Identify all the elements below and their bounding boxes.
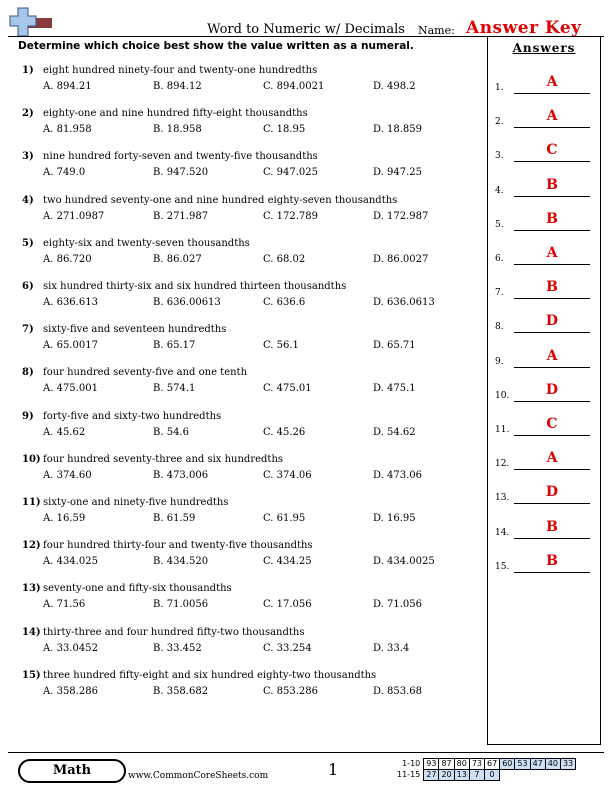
- choice-a: A. 271.0987: [43, 210, 105, 222]
- question-number: 9): [22, 410, 34, 422]
- choice-c: C. 56.1: [263, 340, 299, 352]
- question-item: [22, 670, 482, 708]
- question-text: eighty-six and twenty-seven thousandths: [43, 237, 250, 249]
- question-text: forty-five and sixty-two hundredths: [43, 410, 222, 422]
- score-row-2: [395, 770, 576, 781]
- choice-d: D. 498.2: [373, 81, 416, 92]
- question-item: [22, 195, 482, 233]
- choice-c: C. 894.0021: [263, 81, 325, 92]
- answer-row: [494, 74, 594, 94]
- question-number: 10): [22, 453, 41, 465]
- question-text: two hundred seventy-one and nine hundred eighty-seven thousandths: [43, 194, 398, 206]
- name-label: Name:: [418, 24, 455, 37]
- choice-b: B. 434.520: [153, 556, 209, 568]
- score-cell: 80: [454, 759, 469, 770]
- question-text: sixty-five and seventeen hundredths: [43, 324, 227, 336]
- answer-row: [494, 381, 594, 402]
- answer-blank-line: [514, 469, 590, 470]
- score-cell: 67: [485, 759, 500, 770]
- question-number: 12): [22, 540, 41, 552]
- choice-b: B. 18.958: [153, 124, 202, 136]
- question-item: [22, 411, 482, 449]
- choice-c: C. 18.95: [263, 124, 306, 136]
- answer-letter: B: [546, 279, 558, 296]
- answer-number: 14.: [495, 527, 510, 538]
- choice-d: D. 65.71: [373, 340, 416, 352]
- answer-letter: D: [545, 313, 559, 330]
- choice-d: D. 71.056: [373, 599, 423, 611]
- score-cell: 27: [424, 770, 439, 781]
- score-cell: 73: [469, 759, 484, 770]
- answer-letter: A: [546, 450, 558, 467]
- score-row-label: 1-10: [402, 759, 421, 768]
- answer-blank-line: [514, 401, 590, 402]
- question-item: [22, 238, 482, 276]
- choice-a: A. 45.62: [43, 426, 86, 438]
- subject-badge: Math: [18, 759, 126, 783]
- score-cell: 0: [485, 770, 500, 781]
- question-number: 6): [22, 281, 34, 292]
- answer-letter: A: [546, 108, 558, 125]
- answer-number: 11.: [495, 425, 510, 435]
- website-link[interactable]: www.CommonCoreSheets.com: [128, 771, 269, 781]
- question-text: sixty-one and ninety-five hundredths: [43, 497, 229, 508]
- choice-a: A. 475.001: [43, 383, 98, 395]
- worksheet-title: Word to Numeric w/ Decimals: [207, 22, 405, 37]
- answer-number: 5.: [495, 219, 504, 230]
- question-number: 1): [22, 65, 34, 76]
- choice-a: A. 16.59: [43, 513, 86, 524]
- answer-blank-line: [514, 572, 590, 573]
- answer-row: [494, 142, 594, 162]
- choice-c: C. 853.286: [263, 685, 319, 697]
- question-text: four hundred seventy-three and six hundredths: [43, 453, 284, 465]
- answer-letter: D: [545, 381, 559, 398]
- choice-d: D. 54.62: [373, 426, 416, 438]
- question-number: 14): [22, 626, 41, 638]
- question-item: [22, 324, 482, 362]
- page-number: 1: [328, 760, 339, 779]
- answer-blank-line: [514, 332, 590, 333]
- answer-row: [494, 108, 594, 128]
- choice-a: A. 749.0: [43, 167, 86, 179]
- answer-row: [494, 416, 594, 436]
- choice-c: C. 636.6: [263, 297, 306, 308]
- answer-number: 12.: [495, 459, 510, 470]
- question-number: 5): [22, 237, 34, 249]
- choice-b: B. 65.17: [153, 340, 196, 352]
- question-text: nine hundred forty-seven and twenty-five thousandths: [43, 151, 318, 163]
- score-table: [395, 758, 576, 781]
- answer-blank-line: [514, 127, 590, 128]
- choice-d: D. 18.859: [373, 124, 423, 136]
- choice-a: A. 636.613: [43, 297, 98, 308]
- choice-b: B. 894.12: [153, 81, 202, 92]
- answer-number: 4.: [495, 185, 504, 196]
- answer-number: 3.: [495, 151, 504, 162]
- choice-b: B. 86.027: [153, 253, 202, 265]
- choice-d: D. 853.68: [373, 685, 423, 697]
- choice-b: B. 271.987: [153, 210, 209, 222]
- question-number: 7): [22, 324, 34, 336]
- score-cell: 13: [454, 770, 469, 781]
- answers-title: Answers: [512, 41, 576, 55]
- choice-b: B. 33.452: [153, 642, 202, 654]
- choice-d: D. 33.4: [373, 642, 410, 654]
- question-item: [22, 454, 482, 492]
- score-cell: 20: [439, 770, 454, 781]
- answer-row: [494, 484, 594, 504]
- question-item: [22, 627, 482, 665]
- answer-number: 8.: [495, 322, 504, 333]
- answer-row: [494, 450, 594, 470]
- choice-c: C. 172.789: [263, 210, 319, 222]
- question-number: 11): [22, 497, 41, 508]
- choice-a: A. 81.958: [43, 124, 92, 136]
- answer-row: [494, 245, 594, 265]
- answer-row: [494, 552, 594, 573]
- question-text: three hundred fifty-eight and six hundred eighty-two thousandths: [43, 669, 377, 681]
- answer-blank-line: [514, 196, 590, 197]
- answer-row: [494, 176, 594, 197]
- answer-letter: C: [546, 142, 558, 159]
- choice-a: A. 65.0017: [43, 340, 98, 352]
- question-item: [22, 281, 482, 319]
- question-number: 2): [22, 108, 34, 120]
- answer-blank-line: [514, 503, 590, 504]
- score-cell: 53: [515, 759, 530, 770]
- question-item: [22, 497, 482, 535]
- choice-d: D. 947.25: [373, 167, 423, 179]
- answer-letter: C: [546, 416, 558, 432]
- answers-panel: [487, 37, 601, 745]
- answer-number: 6.: [495, 254, 504, 264]
- question-text: seventy-one and fifty-six thousandths: [43, 583, 232, 595]
- question-item: [22, 108, 482, 146]
- choice-d: D. 473.06: [373, 469, 423, 481]
- choice-c: C. 45.26: [263, 426, 306, 438]
- choice-a: A. 374.60: [43, 469, 92, 481]
- choice-b: B. 636.00613: [153, 297, 221, 308]
- score-cell: 93: [424, 759, 439, 770]
- answer-number: 15.: [495, 561, 510, 572]
- choice-c: C. 374.06: [263, 469, 312, 481]
- answer-number: 7.: [495, 288, 504, 299]
- score-cell: 7: [469, 770, 484, 781]
- choice-b: B. 358.682: [153, 685, 209, 697]
- answer-letter: B: [546, 210, 558, 227]
- choice-d: D. 475.1: [373, 383, 416, 395]
- question-number: 4): [22, 194, 34, 206]
- question-text: six hundred thirty-six and six hundred thirteen thousandths: [43, 281, 347, 292]
- choice-b: B. 473.006: [153, 469, 209, 481]
- choice-a: A. 358.286: [43, 685, 98, 697]
- question-item: [22, 151, 482, 189]
- choice-c: C. 434.25: [263, 556, 312, 568]
- answer-row: [494, 210, 594, 231]
- choice-a: A. 434.025: [43, 556, 98, 568]
- answer-letter: D: [545, 484, 559, 501]
- answer-blank-line: [514, 93, 590, 94]
- question-item: [22, 583, 482, 621]
- answer-blank-line: [514, 264, 590, 265]
- answer-row: [494, 279, 594, 299]
- answer-letter: A: [546, 347, 558, 364]
- answer-blank-line: [514, 298, 590, 299]
- question-text: four hundred thirty-four and twenty-five thousandths: [43, 540, 313, 552]
- choice-d: D. 636.0613: [373, 297, 435, 308]
- choice-d: D. 434.0025: [373, 556, 435, 568]
- answer-letter: B: [546, 518, 558, 535]
- score-cell: 40: [545, 759, 560, 770]
- answer-letter: B: [546, 552, 558, 569]
- choice-c: C. 33.254: [263, 642, 312, 654]
- score-cell: 60: [500, 759, 515, 770]
- answer-number: 10.: [495, 390, 510, 401]
- choice-d: D. 86.0027: [373, 253, 429, 265]
- score-row-1: [395, 759, 576, 770]
- choice-d: D. 172.987: [373, 210, 429, 222]
- question-text: eighty-one and nine hundred fifty-eight thousandths: [43, 108, 308, 120]
- score-cell: 87: [439, 759, 454, 770]
- question-number: 13): [22, 583, 41, 595]
- question-item: [22, 65, 482, 103]
- instructions: Determine which choice best show the value written as a numeral.: [18, 40, 414, 52]
- score-cell: 47: [530, 759, 545, 770]
- question-text: four hundred seventy-five and one tenth: [43, 367, 248, 379]
- question-number: 15): [22, 669, 41, 681]
- choice-c: C. 947.025: [263, 167, 319, 179]
- choice-c: C. 61.95: [263, 513, 306, 524]
- score-row-label: 11-15: [397, 770, 421, 779]
- question-item: [22, 367, 482, 405]
- choice-b: B. 54.6: [153, 426, 189, 438]
- answer-blank-line: [514, 435, 590, 436]
- answer-blank-line: [514, 367, 590, 368]
- answer-number: 2.: [495, 117, 504, 128]
- choice-a: A. 33.0452: [43, 642, 98, 654]
- answer-blank-line: [514, 230, 590, 231]
- question-text: thirty-three and four hundred fifty-two thousandths: [43, 626, 305, 638]
- answer-row: [494, 347, 594, 368]
- score-cell: 33: [560, 759, 575, 770]
- choice-b: B. 71.0056: [153, 599, 209, 611]
- footer-divider: [8, 752, 604, 753]
- choice-a: A. 71.56: [43, 599, 86, 611]
- answer-row: [494, 518, 594, 539]
- choice-b: B. 947.520: [153, 167, 209, 179]
- question-item: [22, 540, 482, 578]
- answer-number: 13.: [495, 493, 510, 504]
- choice-d: D. 16.95: [373, 513, 416, 524]
- answer-row: [494, 313, 594, 333]
- answer-blank-line: [514, 161, 590, 162]
- choice-a: A. 86.720: [43, 253, 92, 265]
- question-text: eight hundred ninety-four and twenty-one hundredths: [43, 65, 318, 76]
- choice-c: C. 17.056: [263, 599, 312, 611]
- answer-number: 9.: [495, 356, 504, 367]
- answer-letter: A: [546, 74, 558, 90]
- answer-letter: B: [546, 176, 558, 193]
- answer-key-label: Answer Key: [466, 18, 582, 38]
- answer-number: 1.: [495, 83, 504, 93]
- choice-c: C. 475.01: [263, 383, 312, 395]
- answer-blank-line: [514, 538, 590, 539]
- question-number: 8): [22, 367, 34, 379]
- choice-b: B. 574.1: [153, 383, 196, 395]
- choice-a: A. 894.21: [43, 81, 92, 92]
- answer-letter: A: [546, 245, 558, 261]
- question-number: 3): [22, 151, 34, 163]
- choice-b: B. 61.59: [153, 513, 196, 524]
- choice-c: C. 68.02: [263, 253, 306, 265]
